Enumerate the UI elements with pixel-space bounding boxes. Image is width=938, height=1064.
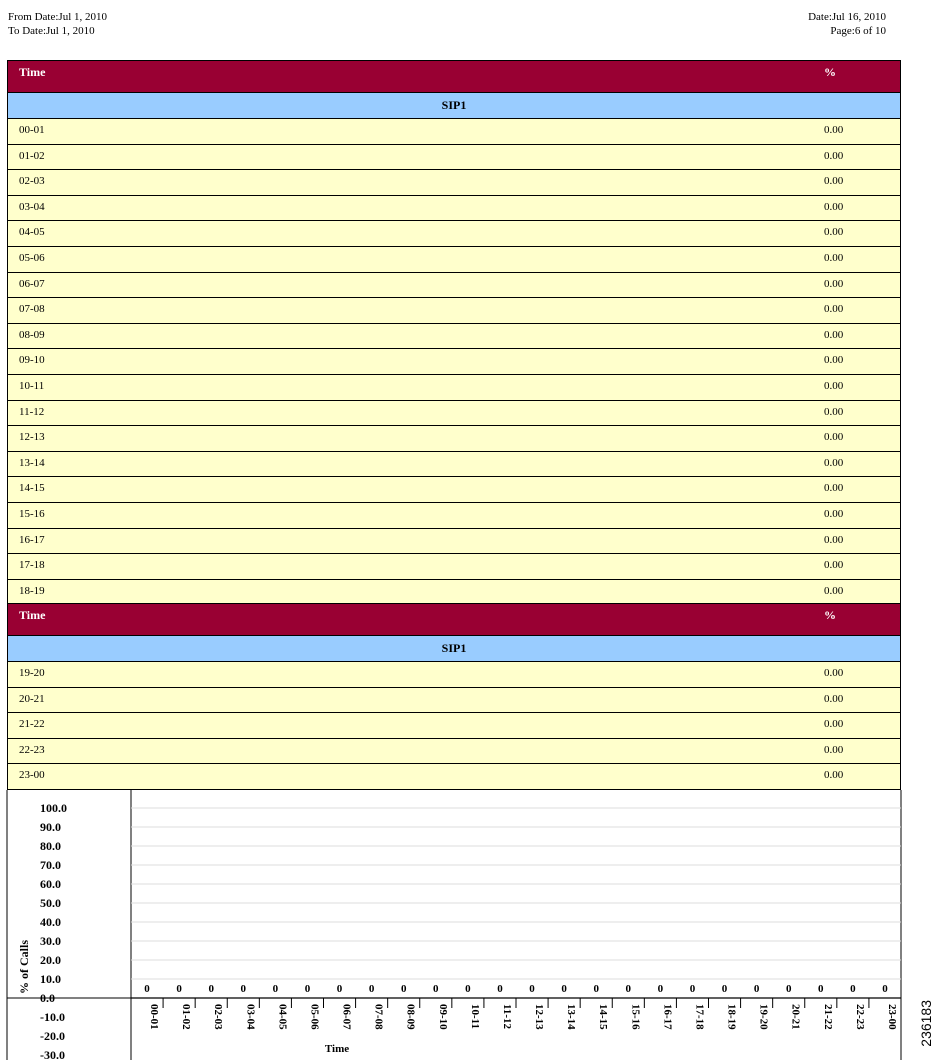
percent-cell: 0.00 [824, 175, 844, 188]
time-cell: 11-12 [19, 405, 45, 418]
table-row [7, 349, 901, 375]
table-row [7, 221, 901, 247]
percent-cell: 0.00 [824, 251, 844, 264]
time-cell: 22-23 [19, 743, 45, 756]
data-label: 0 [753, 983, 760, 995]
table-row [7, 145, 901, 171]
time-cell: 03-04 [19, 200, 45, 213]
data-label: 0 [625, 983, 632, 995]
percent-cell: 0.00 [824, 482, 844, 495]
report-date: Date:Jul 16, 2010 [808, 11, 886, 23]
table-header-row [7, 60, 901, 93]
col-header-percent: % [824, 608, 836, 622]
x-tick-label: 01-02 [180, 1004, 193, 1030]
table-row [7, 247, 901, 273]
group-row: SIP1 [7, 636, 901, 662]
y-tick-label: 0.0 [40, 991, 55, 1005]
table-row [7, 739, 901, 765]
percent-cell: 0.00 [824, 533, 844, 546]
table-row [7, 298, 901, 324]
table-row [7, 452, 901, 478]
y-tick-label: -20.0 [40, 1029, 65, 1043]
table-body [7, 662, 901, 790]
table-row [7, 170, 901, 196]
time-cell: 12-13 [19, 431, 45, 444]
percent-cell: 0.00 [824, 328, 844, 341]
percent-cell: 0.00 [824, 718, 844, 731]
time-cell: 08-09 [19, 328, 45, 341]
x-tick-label: 09-10 [436, 1004, 449, 1030]
x-tick-label: 08-09 [404, 1004, 417, 1030]
report-header-right [808, 10, 886, 38]
y-tick-label: 60.0 [40, 877, 61, 891]
percent-cell: 0.00 [824, 124, 844, 136]
table-header-row [7, 603, 901, 636]
data-label: 0 [304, 983, 311, 995]
col-header-percent: % [824, 65, 836, 79]
time-cell: 17-18 [19, 559, 45, 572]
x-tick-label: 03-04 [244, 1004, 257, 1030]
y-tick-label: 80.0 [40, 839, 61, 853]
percent-cell: 0.00 [824, 226, 844, 239]
time-cell: 16-17 [19, 533, 45, 546]
data-label: 0 [850, 983, 856, 995]
table-row [7, 401, 901, 427]
x-tick-label: 06-07 [340, 1004, 353, 1030]
percent-cell: 0.00 [824, 277, 844, 290]
y-tick-label: 10.0 [40, 972, 61, 986]
y-tick-label: 50.0 [40, 896, 61, 910]
report-header-left [8, 10, 107, 38]
data-label: 0 [497, 983, 503, 995]
percent-cell: 0.00 [824, 667, 844, 679]
table-row [7, 713, 901, 739]
x-tick-label: 00-01 [148, 1004, 161, 1030]
figure-id: 236183 [918, 1000, 934, 1047]
data-table-part2 [7, 603, 901, 790]
y-tick-label: -10.0 [40, 1010, 65, 1024]
data-label: 0 [882, 983, 888, 995]
x-tick-label: 15-16 [629, 1004, 642, 1030]
y-tick-label: 70.0 [40, 858, 61, 872]
data-label: 0 [529, 983, 535, 995]
time-cell: 07-08 [19, 303, 45, 316]
x-tick-label: 10-11 [468, 1004, 481, 1030]
table-row [7, 554, 901, 580]
x-tick-label: 02-03 [212, 1004, 225, 1030]
y-tick-label: 40.0 [40, 915, 61, 929]
percent-cell: 0.00 [824, 303, 844, 316]
from-date: From Date:Jul 1, 2010 [8, 11, 107, 23]
percent-cell: 0.00 [824, 149, 844, 162]
x-tick-label: 11-12 [500, 1004, 513, 1030]
time-cell: 01-02 [19, 149, 45, 162]
to-date: To Date:Jul 1, 2010 [8, 25, 95, 37]
data-label: 0 [657, 983, 664, 995]
y-tick-label: 90.0 [40, 820, 61, 834]
percent-cell: 0.00 [824, 405, 844, 418]
x-tick-label: 13-14 [565, 1004, 578, 1030]
data-label: 0 [689, 983, 696, 995]
col-header-time: Time [19, 608, 46, 622]
percent-cell: 0.00 [824, 743, 844, 756]
percent-cell: 0.00 [824, 559, 844, 572]
y-tick-label: 30.0 [40, 934, 61, 948]
percent-cell: 0.00 [824, 769, 844, 782]
x-tick-label: 17-18 [693, 1004, 706, 1030]
x-tick-label: 19-20 [757, 1004, 770, 1030]
data-label: 0 [208, 983, 214, 995]
table-row [7, 324, 901, 350]
table-row [7, 426, 901, 452]
time-cell: 00-01 [19, 124, 45, 136]
percent-cell: 0.00 [824, 584, 844, 597]
data-label: 0 [400, 983, 407, 995]
x-tick-label: 23-00 [885, 1004, 898, 1030]
time-cell: 14-15 [19, 482, 45, 495]
data-label: 0 [561, 983, 567, 995]
table-row [7, 662, 901, 688]
percent-of-calls-chart [0, 790, 938, 1060]
time-cell: 05-06 [19, 251, 45, 264]
percent-cell: 0.00 [824, 200, 844, 213]
time-cell: 10-11 [19, 379, 45, 392]
x-tick-label: 21-22 [821, 1004, 834, 1030]
x-tick-label: 20-21 [789, 1004, 802, 1030]
data-label: 0 [240, 983, 247, 995]
percent-cell: 0.00 [824, 431, 844, 444]
time-cell: 21-22 [19, 718, 45, 731]
time-cell: 15-16 [19, 507, 45, 520]
table-row [7, 375, 901, 401]
col-header-time: Time [19, 65, 46, 79]
x-tick-label: 12-13 [533, 1004, 546, 1030]
x-tick-label: 18-19 [725, 1004, 738, 1030]
time-cell: 06-07 [19, 277, 45, 290]
table-row [7, 196, 901, 222]
page-number: Page:6 of 10 [830, 25, 886, 37]
table-row [7, 503, 901, 529]
data-label: 0 [176, 983, 182, 995]
table-row [7, 688, 901, 714]
x-tick-label: 16-17 [661, 1004, 674, 1030]
time-cell: 09-10 [19, 354, 45, 367]
y-tick-label: 20.0 [40, 953, 61, 967]
data-label: 0 [593, 983, 599, 995]
time-cell: 04-05 [19, 226, 45, 239]
table-row [7, 273, 901, 299]
x-tick-label: 07-08 [372, 1004, 385, 1030]
table-row [7, 119, 901, 145]
time-cell: 19-20 [19, 667, 45, 679]
data-label: 0 [785, 983, 792, 995]
percent-cell: 0.00 [824, 456, 844, 469]
table-row [7, 529, 901, 555]
time-cell: 13-14 [19, 456, 45, 469]
group-row: SIP1 [7, 93, 901, 119]
percent-cell: 0.00 [824, 379, 844, 392]
percent-cell: 0.00 [824, 354, 844, 367]
data-label: 0 [721, 983, 728, 995]
data-label: 0 [272, 983, 279, 995]
time-cell: 18-19 [19, 584, 45, 597]
table-row [7, 580, 901, 606]
data-label: 0 [368, 983, 375, 995]
data-label: 0 [818, 983, 824, 995]
x-tick-label: 04-05 [276, 1004, 289, 1030]
table-body [7, 119, 901, 605]
data-label: 0 [465, 983, 471, 995]
y-tick-label: 100.0 [40, 801, 67, 815]
percent-cell: 0.00 [824, 692, 844, 705]
data-label: 0 [433, 983, 439, 995]
y-tick-label: -30.0 [40, 1048, 65, 1060]
percent-cell: 0.00 [824, 507, 844, 520]
x-axis-title: Time [324, 1043, 350, 1055]
x-tick-label: 05-06 [308, 1004, 321, 1030]
time-cell: 23-00 [19, 769, 45, 782]
x-tick-label: 14-15 [597, 1004, 610, 1030]
table-row [7, 764, 901, 790]
time-cell: 20-21 [19, 692, 45, 705]
x-tick-label: 22-23 [853, 1004, 866, 1030]
data-label: 0 [336, 983, 343, 995]
table-row [7, 477, 901, 503]
data-table-part1 [7, 60, 901, 605]
data-label: 0 [144, 983, 150, 995]
y-axis-title: % of Calls [17, 940, 31, 994]
time-cell: 02-03 [19, 175, 45, 188]
